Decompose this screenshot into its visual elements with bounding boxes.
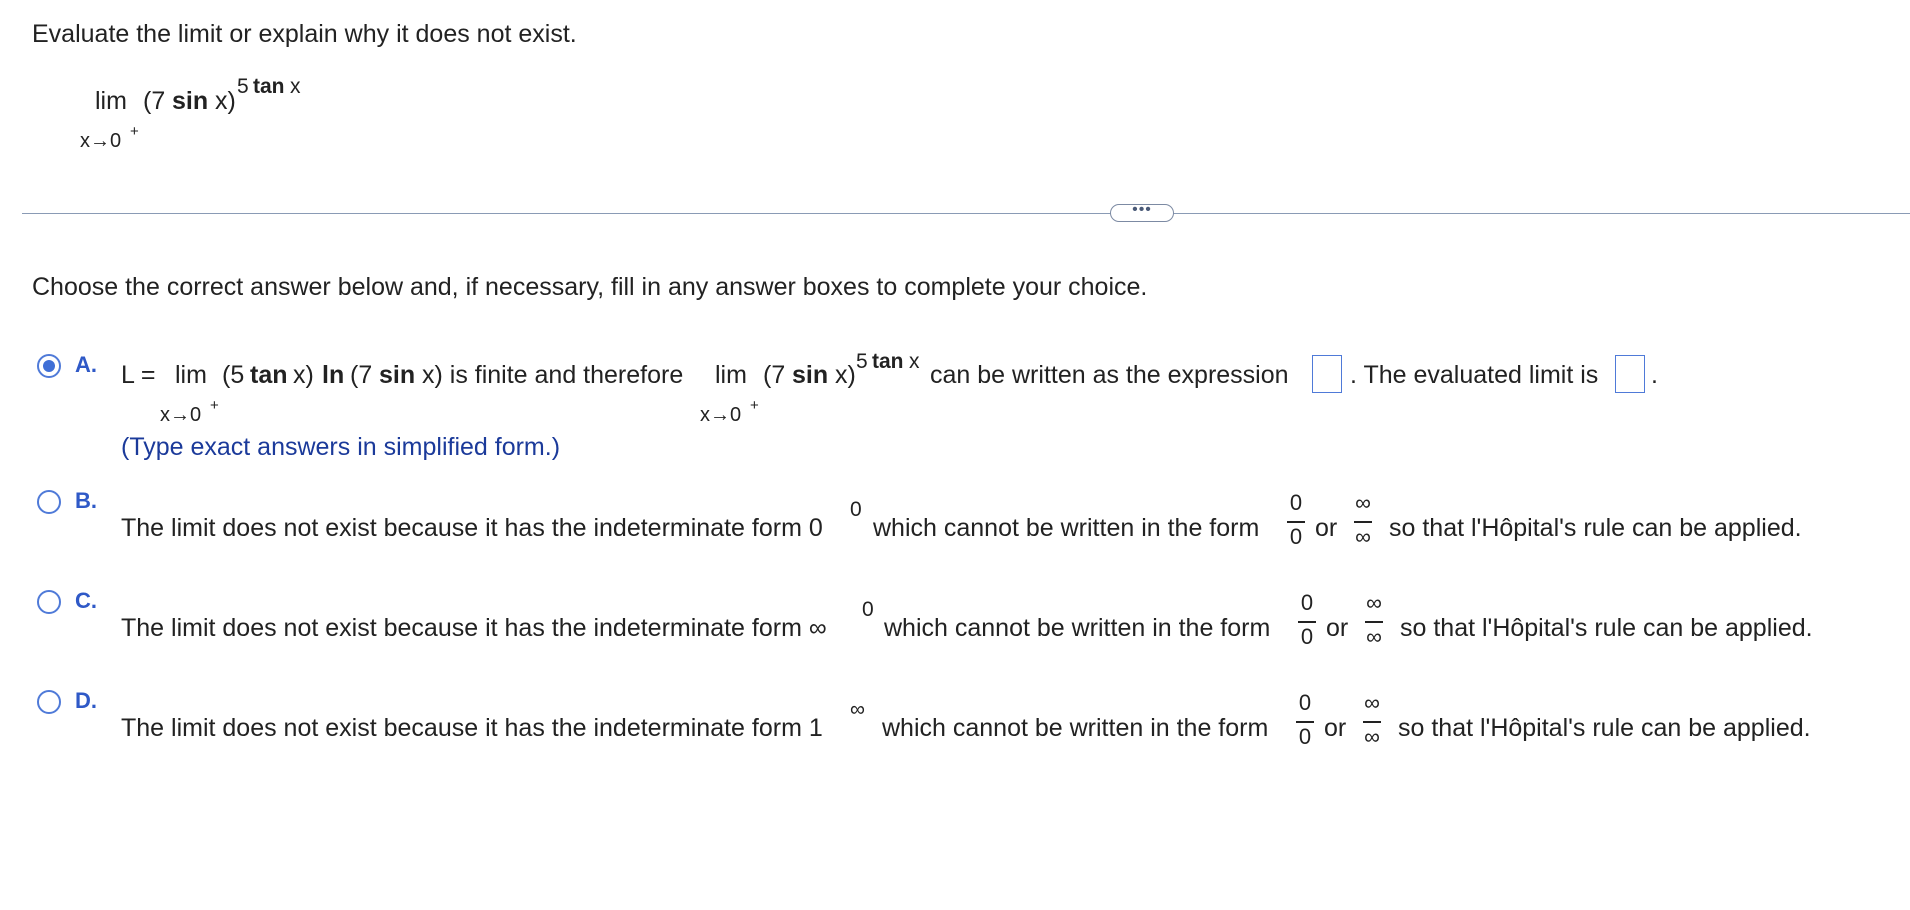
fraction-numerator: ∞ xyxy=(1355,490,1371,515)
exponent-coef: 5 xyxy=(237,75,249,98)
option-b-or: or xyxy=(1315,514,1338,542)
option-d-or: or xyxy=(1324,714,1347,742)
question-prompt: Evaluate the limit or explain why it does not exist. xyxy=(32,20,577,48)
option-b-text2: which cannot be written in the form xyxy=(873,514,1260,542)
fraction-bar xyxy=(1298,621,1316,623)
option-a-sin: sin xyxy=(379,361,416,389)
option-a-q1: (7 xyxy=(763,361,786,389)
fraction-numerator: 0 xyxy=(1300,590,1314,615)
option-a-letter: A. xyxy=(75,352,97,377)
fraction-bar xyxy=(1365,621,1383,623)
option-a-plus2: + xyxy=(750,397,759,414)
option-a-p2: x) xyxy=(293,361,314,389)
option-b-radio[interactable] xyxy=(37,490,61,514)
lim-text: lim xyxy=(95,87,127,115)
option-a-p3: (7 xyxy=(350,361,373,389)
option-d-text1: The limit does not exist because it has the indeterminate form 1 xyxy=(121,714,823,742)
option-a-plus1: + xyxy=(210,397,219,414)
fraction-bar xyxy=(1287,521,1305,523)
option-a-radio[interactable] xyxy=(37,354,61,378)
fraction-denominator: ∞ xyxy=(1364,724,1380,749)
option-a-q2: x) xyxy=(835,361,856,389)
option-a-sub2: x→0 xyxy=(700,404,742,426)
fraction-denominator: 0 xyxy=(1289,524,1303,549)
option-a-text2: . The evaluated limit is xyxy=(1350,361,1599,389)
option-a-exp-tan: tan xyxy=(872,350,904,373)
option-b-text3: so that l'Hôpital's rule can be applied. xyxy=(1389,514,1802,542)
expand-button[interactable]: ••• xyxy=(1110,204,1174,222)
option-c-letter: C. xyxy=(75,588,97,613)
option-a-text3: . xyxy=(1651,361,1658,389)
option-a-sin2: sin xyxy=(792,361,829,389)
section-divider xyxy=(22,213,1910,214)
option-a-tan: tan xyxy=(250,361,288,389)
option-a-hint: (Type exact answers in simplified form.) xyxy=(121,433,561,461)
exponent-tan: tan xyxy=(253,75,285,98)
option-a-sub1: x→0 xyxy=(160,404,202,426)
expression-answer-box[interactable] xyxy=(1312,355,1342,393)
option-d-radio[interactable] xyxy=(37,690,61,714)
option-a-lim2: lim xyxy=(715,361,747,389)
fraction-denominator: ∞ xyxy=(1366,624,1382,649)
option-a-exp-var: x xyxy=(909,350,920,373)
limit-plus: + xyxy=(130,123,139,140)
option-b-letter: B. xyxy=(75,488,97,513)
option-b-text1: The limit does not exist because it has the indeterminate form 0 xyxy=(121,514,823,542)
option-c-text2: which cannot be written in the form xyxy=(884,614,1271,642)
expr-open: (7 xyxy=(143,87,166,115)
option-c-text3: so that l'Hôpital's rule can be applied. xyxy=(1400,614,1813,642)
option-d-letter: D. xyxy=(75,688,97,713)
option-d-text2: which cannot be written in the form xyxy=(882,714,1269,742)
option-c-sup: 0 xyxy=(862,598,874,621)
fraction-numerator: 0 xyxy=(1289,490,1303,515)
expr-close: x) xyxy=(215,87,236,115)
option-a-text1: can be written as the expression xyxy=(930,361,1289,389)
option-c-radio[interactable] xyxy=(37,590,61,614)
limit-subscript: x→0 xyxy=(80,130,122,152)
option-d-sup: ∞ xyxy=(850,698,865,721)
option-a-ln: ln xyxy=(322,361,345,389)
fraction-denominator: 0 xyxy=(1298,724,1312,749)
fraction-bar xyxy=(1363,721,1381,723)
option-d-text3: so that l'Hôpital's rule can be applied. xyxy=(1398,714,1811,742)
sin-text: sin xyxy=(172,87,209,115)
fraction-denominator: ∞ xyxy=(1355,524,1371,549)
option-c-or: or xyxy=(1326,614,1349,642)
fraction-numerator: ∞ xyxy=(1366,590,1382,615)
limit-answer-box[interactable] xyxy=(1615,355,1645,393)
fraction-numerator: 0 xyxy=(1298,690,1312,715)
exponent-var: x xyxy=(290,75,301,98)
option-c-text1: The limit does not exist because it has the indeterminate form ∞ xyxy=(121,614,827,642)
option-a-p1: (5 xyxy=(222,361,245,389)
option-a-l-equals: L = xyxy=(121,361,156,389)
option-a-lim1: lim xyxy=(175,361,207,389)
fraction-numerator: ∞ xyxy=(1364,690,1380,715)
fraction-denominator: 0 xyxy=(1300,624,1314,649)
fraction-bar xyxy=(1354,521,1372,523)
instruction-text: Choose the correct answer below and, if necessary, fill in any answer boxes to complete your choice. xyxy=(32,273,1148,301)
option-a-p4: x) is finite and therefore xyxy=(422,361,684,389)
option-a-exp-coef: 5 xyxy=(856,350,868,373)
fraction-bar xyxy=(1296,721,1314,723)
option-b-sup: 0 xyxy=(850,498,862,521)
